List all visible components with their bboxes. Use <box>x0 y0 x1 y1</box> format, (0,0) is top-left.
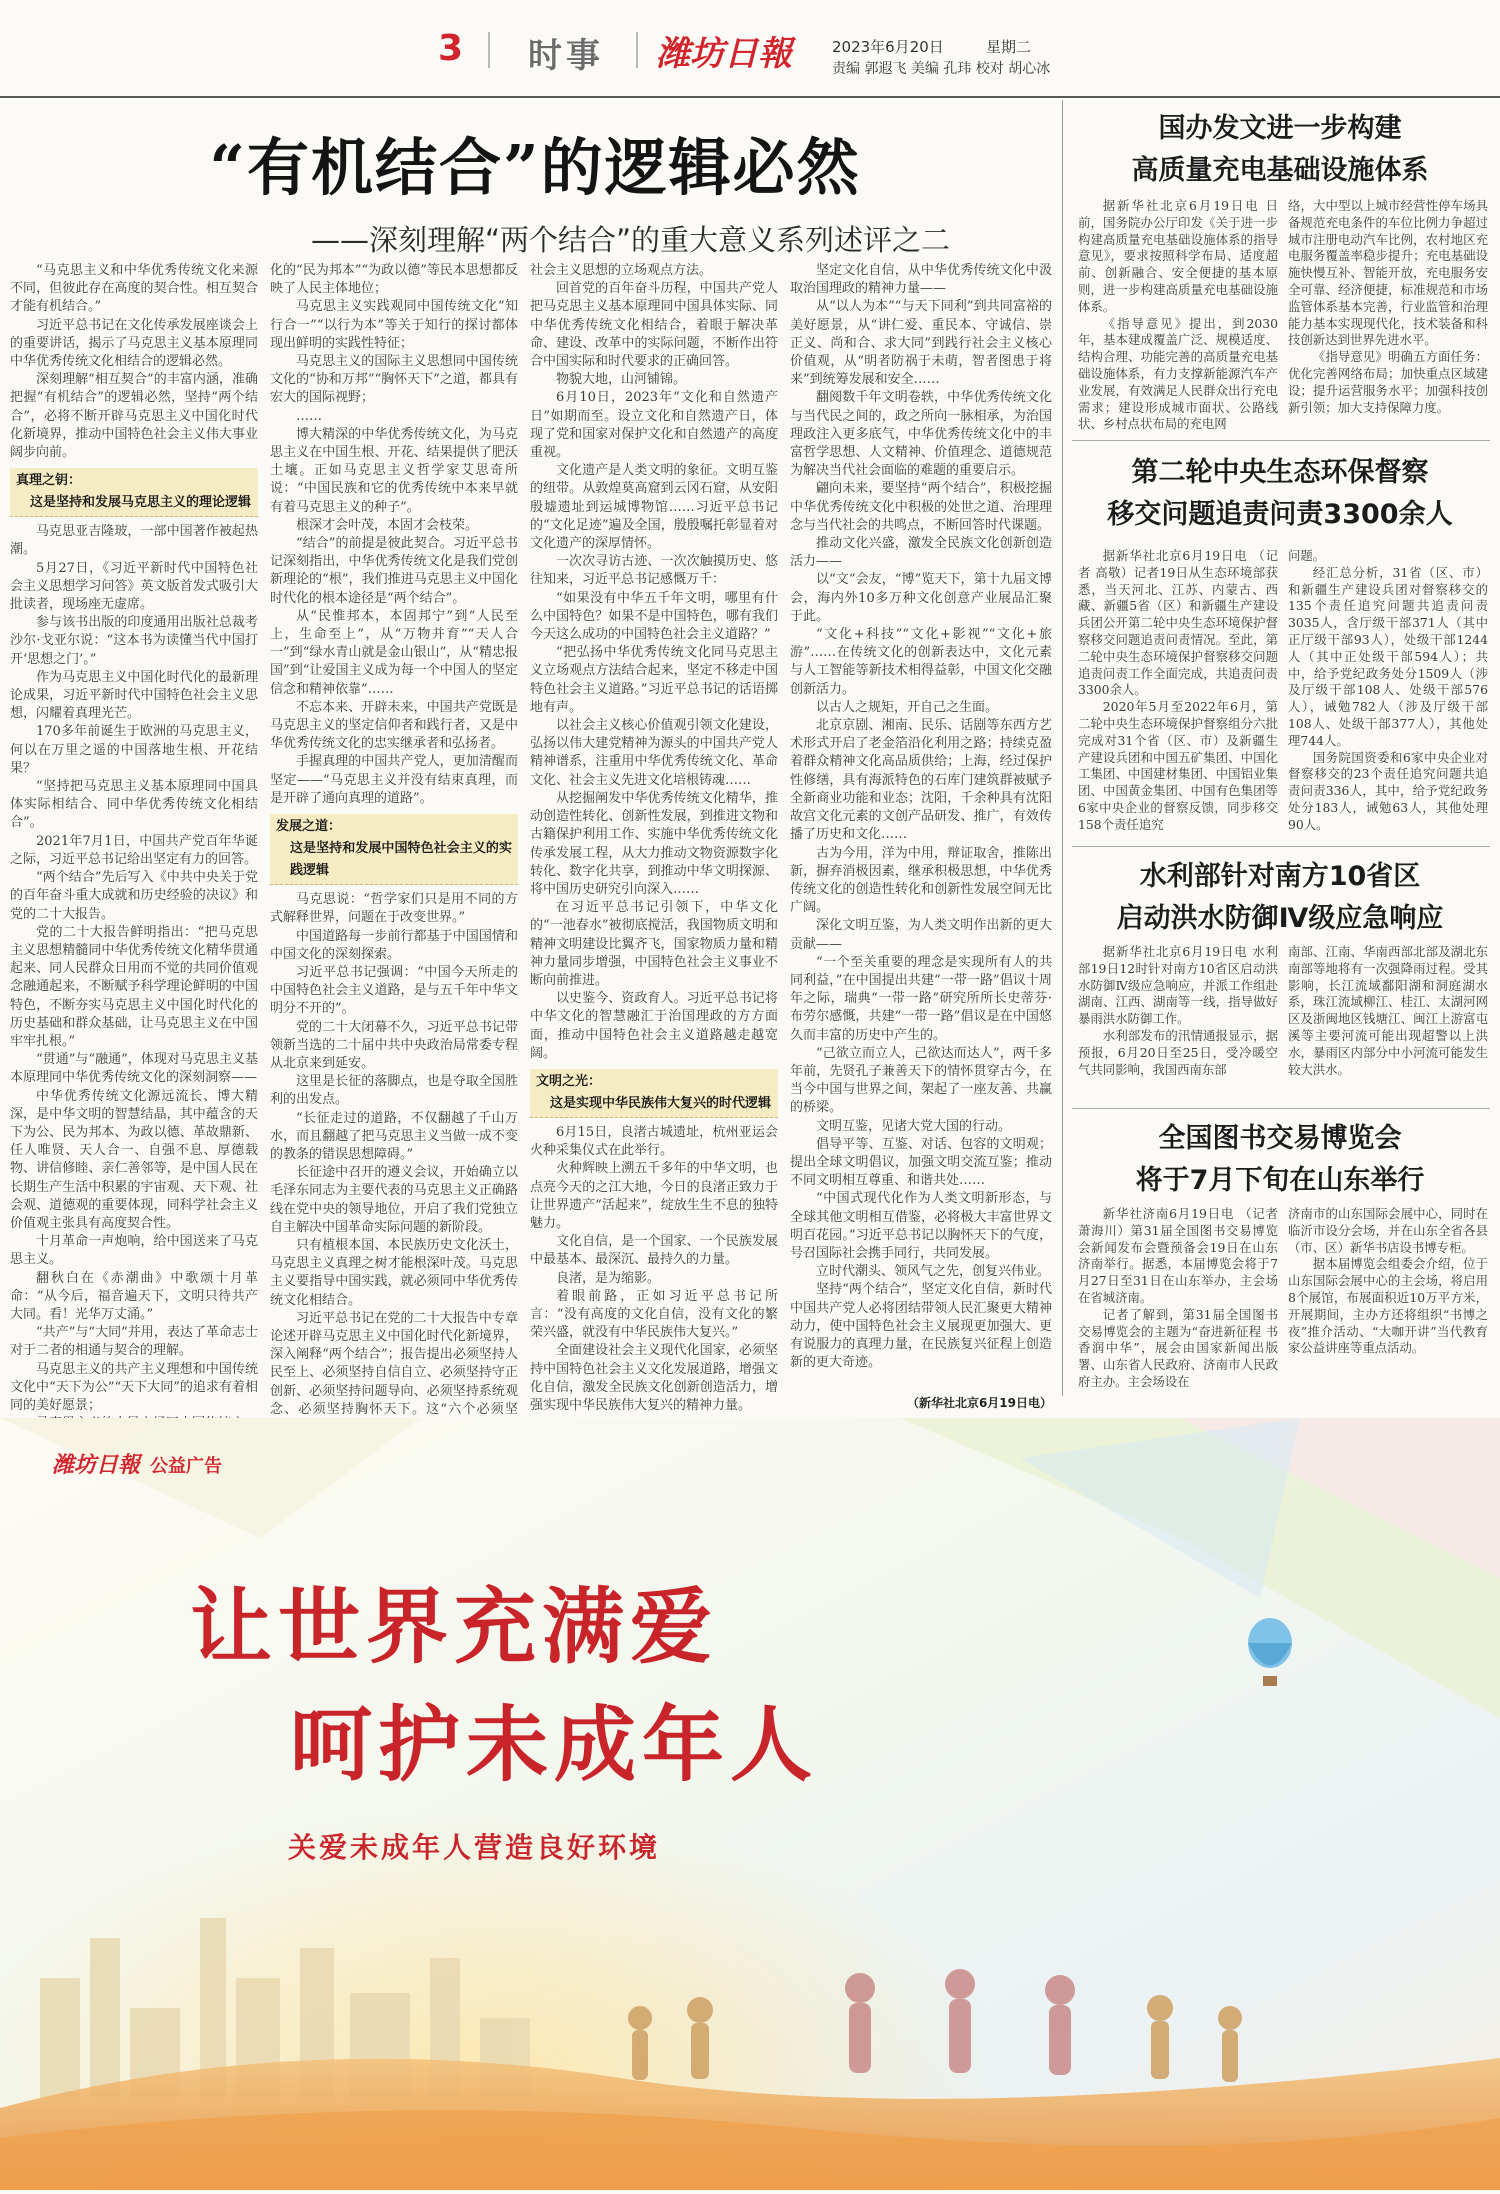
paragraph: 记者了解到，第31届全国图书交易博览会的主题为“奋进新征程 书香润中华”，展会由国家新闻出版署、山东省人民政府、济南市人民政府主办。主会场设在 <box>1078 1306 1278 1389</box>
paragraph: 火种辉映上溯五千多年的中华文明，也点亮今天的之江大地，今日的良渚正致力于让世界遗产“活起来”，绽放生生不息的独特魅力。 <box>530 1161 778 1231</box>
paragraph: 济南市的山东国际会展中心，同时在临沂市设分会场，并在山东全省各县（市、区）新华书店设书博专柜。 <box>1288 1206 1488 1255</box>
title-line: 将于7月下旬在山东举行 <box>1135 1165 1425 1196</box>
paragraph: 马克思主义的国际主义思想同中国传统文化的“协和万邦”“胸怀天下”之道，都具有宏大的国际视野； <box>270 354 518 406</box>
paragraph: 博大精深的中华优秀传统文化，为马克思主义在中国生根、开花、结果提供了肥沃土壤。正如马克思主义哲学家艾思奇所说：“中国民族和它的优秀传统中本来早就有着马克思主义的种子”。 <box>270 426 518 515</box>
paragraph: 170多年前诞生于欧洲的马克思主义，何以在万里之遥的中国落地生根、开花结果？ <box>10 724 258 776</box>
paragraph: “文化+科技”“文化+影视”“文化+旅游”……在传统文化的创新表达中，文化元素与人工智能等新技术相得益彰，中国文化交融创新活力。 <box>790 627 1052 697</box>
paragraph: 马克思主义实践观同中国传统文化“知行合一”“以行为本”等关于知行的探讨都体现出鲜明的实践性特征； <box>270 299 518 351</box>
paragraph: 回首党的百年奋斗历程，中国共产党人把马克思主义基本原理同中国具体实际、同中华优秀传统文化相结合，着眼于解决革命、建设、改革中的实际问题，不断作出符合中国实际和时代要求的正确回答。 <box>530 281 778 370</box>
paragraph: 据本届博览会组委会介绍，位于山东国际会展中心的主会场，将启用8个展馆，布展面积近10万平方米，开展期间，主办方还将组织“书博之夜”推介活动、“大咖开讲”当代教育家公益讲座等重点活动。 <box>1288 1256 1488 1356</box>
paragraph: “一个至关重要的理念是实现所有人的共同利益，”在中国提出共建“一带一路”倡议十周年之际，瑞典“一带一路”研究所所长史蒂芬·布劳尔感慨，共建“一带一路”倡议是在中国悠久而丰富的历史中产生的。 <box>790 954 1052 1043</box>
paragraph: 问题。 <box>1288 548 1326 563</box>
paragraph: 从“以人为本”“与天下同利”到共同富裕的美好愿景，从“讲仁爱、重民本、守诚信、崇正义、尚和合、求大同”到践行社会主义核心价值观，从“明者防祸于未萌，智者图患于将来”到统筹发展和安全…… <box>790 299 1052 388</box>
paragraph: 深刻理解“相互契合”的丰富内涵，准确把握“有机结合”的逻辑必然，坚持“两个结合”，必将不断开辟马克思主义中国化时代化新境界，推动中国特色社会主义伟大事业阔步向前。 <box>10 372 258 461</box>
ad-headline-2: 呵护未成年人 <box>290 1697 819 1793</box>
paragraph: 十月革命一声炮响，给中国送来了马克思主义。 <box>10 1234 258 1268</box>
paragraph: 参与该书出版的印度通用出版社总裁考沙尔·戈亚尔说：“这本书为读懂当代中国打开‘思想之门’。” <box>10 615 258 667</box>
header-divider <box>636 32 638 68</box>
paragraph: 据新华社北京6月19日电 水利部19日12时针对南方10省区启动洪水防御Ⅳ级应急响应，并派工作组赴湖南、江西、湖南等一线，指导做好暴雨洪水防御工作。 <box>1078 944 1278 1027</box>
paragraph: 手握真理的中国共产党人，更加清醒而坚定——“马克思主义并没有结束真理，而是开辟了通向真理的道路”。 <box>270 754 518 806</box>
paragraph: 根深才会叶茂，本固才会枝荣。 <box>296 517 479 533</box>
paragraph: 以“文”会友，“博”览天下，第十九届文博会，海内外10多万种文化创意产业展品汇聚于此。 <box>790 572 1052 624</box>
right-article-1-col-a <box>1078 198 1278 430</box>
paragraph: 以史鉴今、资政育人。习近平总书记将中华文化的智慧融汇于治国理政的方方面面，推动中国特色社会主义道路越走越宽阔。 <box>530 991 778 1061</box>
paragraph: 以社会主义核心价值观引领文化建设，弘扬以伟大建党精神为源头的中国共产党人精神谱系，注重用中华优秀传统文化、革命文化、社会主义先进文化培根铸魂…… <box>530 718 778 788</box>
title-line: 全国图书交易博览会 <box>1158 1123 1402 1154</box>
paragraph: 6月10日，2023年“文化和自然遗产日”如期而至。设立文化和自然遗产日，体现了党和国家对保护文化和自然遗产的高度重视。 <box>530 390 778 461</box>
paragraph: “坚持把马克思主义基本原理同中国具体实际相结合、同中华优秀传统文化相结合”。 <box>10 779 258 831</box>
article-column-1 <box>10 262 258 1413</box>
section-subhead <box>270 814 518 885</box>
paragraph: 2021年7月1日，中国共产党百年华诞之际，习近平总书记给出坚定有力的回答。 <box>10 833 258 867</box>
title-line: 第二轮中央生态环保督察 <box>1131 457 1429 488</box>
paragraph: 6月15日，良渚古城遗址，杭州亚运会火种采集仪式在此举行。 <box>530 1124 778 1159</box>
article-column-4 <box>790 262 1052 1392</box>
right-article-2-col-b <box>1288 548 1488 836</box>
paragraph: 马克思主义的共产主义理想和中国传统文化中“天下为公”“天下大同”的追求有着相同的美好愿景； <box>10 1361 258 1413</box>
right-article-4-title <box>1070 1118 1490 1202</box>
paragraph: “如果没有中华五千年文明，哪里有什么中国特色？如果不是中国特色，哪有我们今天这么成功的中国特色社会主义道路？” <box>530 590 778 643</box>
title-line: 移交问题追责问责3300余人 <box>1107 499 1453 530</box>
ellipsis: …… <box>296 408 322 424</box>
paragraph: 国务院国资委和6家中央企业对督察移交的23个责任追究问题共追责问责336人，其中，给予党纪政务处分183人，诫勉63人，其他处理90人。 <box>1288 749 1488 832</box>
ad-slogan: 关爱未成年人营造良好环境 <box>288 1831 661 1864</box>
paragraph: “结合”的前提是彼此契合。习近平总书记深刻指出，中华优秀传统文化是我们党创新理论的“根”，我们推进马克思主义中国化时代化的根本途径是“两个结合”。 <box>270 536 518 606</box>
paragraph: “中国式现代化作为人类文明新形态，与全球其他文明相互借鉴，必将极大丰富世界文明百花园。”习近平总书记以胸怀天下的气度，号召国际社会携手同行，共同发展。 <box>790 1191 1052 1261</box>
paragraph: 不忘本来、开辟未来，中国共产党既是马克思主义的坚定信仰者和践行者，又是中华优秀传统文化的忠实继承者和弘扬者。 <box>270 699 518 752</box>
right-article-2-title <box>1070 452 1490 536</box>
editor-credits: 责编 郭遐飞 美编 孔玮 校对 胡心冰 <box>832 61 1051 77</box>
paragraph: “共产”与“大同”并用，表达了革命志士对于二者的相通与契合的理解。 <box>10 1325 258 1359</box>
paragraph: 据新华社北京6月19日电 日前，国务院办公厅印发《关于进一步构建高质量充电基础设施体系的指导意见》，要求按照科学布局、适度超前、创新融合、安全便捷的基本原则，进一步构建高质量充电基础设施体系。 <box>1078 198 1278 314</box>
paragraph: 物貌大地，山河铺锦。 <box>556 372 687 388</box>
subhead-text: 这是坚持和发展中国特色社会主义的实践逻辑 <box>290 841 512 879</box>
paragraph: 只有植根本国、本民族历史文化沃土，马克思主义真理之树才能根深叶茂。马克思主义要指导中国实践，就必须同中华优秀传统文化相结合。 <box>270 1237 518 1308</box>
paragraph: 良渚，是为缩影。 <box>556 1270 661 1286</box>
paragraph: 推动文化兴盛，激发全民族文化创新创造活力—— <box>790 536 1052 570</box>
page-number: 3 <box>438 28 464 69</box>
paragraph: 《指导意见》明确五方面任务：优化完善网络布局；加快重点区域建设；提升运营服务水平；加强科技创新引领；加大支持保障力度。 <box>1288 349 1488 415</box>
section-subhead <box>530 1069 778 1118</box>
section-subhead <box>10 468 258 517</box>
article-divider <box>1072 846 1490 847</box>
paragraph: 北京京剧、湘南、民乐、话剧等东西方艺术形式开启了老金箔沿化利用之路；持续克盈着群众精神文化高品质供给；上海，经过保护性修缮，具有海派特色的石库门建筑群被赋予全新商业功能和业态；沈阳，千余种具有沈阳故宫文化元素的文创产品研发、推广，有效传播了历史和文化…… <box>790 718 1052 843</box>
right-article-1-title <box>1070 108 1490 192</box>
right-article-1-col-b <box>1288 198 1488 430</box>
paragraph: “贯通”与“融通”，体现对马克思主义基本原理同中华优秀传统文化的深刻洞察—— <box>10 1052 258 1086</box>
paragraph: 长征途中召开的遵义会议，开始确立以毛泽东同志为主要代表的马克思主义正确路线在党中央的领导地位，开启了我们党独立自主解决中国革命实际问题的新阶段。 <box>270 1165 518 1235</box>
article-divider <box>1072 1108 1490 1109</box>
title-line: 高质量充电基础设施体系 <box>1131 155 1429 186</box>
paragraph: 全面建设社会主义现代化国家，必须坚持中国特色社会主义文化发展道路，增强文化自信，激发全民族文化创新创造活力，增强实现中华民族伟大复兴的精神力量。 <box>530 1343 778 1413</box>
right-article-4-col-a <box>1078 1206 1278 1402</box>
paragraph: 古为今用，洋为中用，辩证取舍，推陈出新，摒弃消极因素，继承积极思想，中华优秀传统文化的创造性转化和创新性发展空间无比广阔。 <box>790 845 1052 916</box>
paragraph: 据新华社北京6月19日电 （记者 高敬）记者19日从生态环境部获悉，当天河北、江苏、内蒙古、西藏、新疆5省（区）和新疆生产建设兵团公开第二轮中央生态环境保护督察移交问题追责问责情况。至此，第二轮中央生态环境保护督察移交问题追责问责工作全面完成，共追责问责3300余人。 <box>1078 548 1278 698</box>
paragraph: 在习近平总书记引领下，中华文化的“一池春水”被彻底搅活，我国物质文明和精神文明建设比翼齐飞，国家物质力量和精神力量同步增强，中国特色社会主义事业不断向前推进。 <box>530 900 778 988</box>
paragraph: 南部、江南、华南西部北部及湖北东南部等地将有一次强降雨过程。受其影响，长江流域鄱阳湖和洞庭湖水系，珠江流域柳江、桂江、太湖河网区及浙闽地区钱塘江、闽江上游富屯溪等主要河流可能出现超警以上洪水，暴雨区内部分中小河流可能发生较大洪水。 <box>1288 944 1488 1077</box>
issue-date: 2023年6月20日 <box>832 38 944 56</box>
title-line: 水利部针对南方10省区 <box>1139 861 1421 892</box>
subhead-text: 这是坚持和发展马克思主义的理论逻辑 <box>30 495 252 511</box>
paragraph: 习近平总书记在党的二十大报告中专章论述开辟马克思主义中国化时代化新境界，深入阐释“两个结合”；报告提出必须坚持人民至上、必须坚持自信自立、必须坚持守正创新、必须坚持问题导向、必须坚持系统观念、必须坚持胸怀天下。这“六个必须坚 <box>270 1310 518 1417</box>
subhead-text: 这是实现中华民族伟大复兴的时代逻辑 <box>550 1095 772 1111</box>
paragraph: 倡导平等、互鉴、对话、包容的文明观；提出全球文明倡议，加强文明交流互鉴；推动不同文明相互尊重、和谐共处…… <box>790 1136 1052 1189</box>
right-article-3-title <box>1070 856 1490 940</box>
article-divider <box>1072 440 1490 441</box>
paragraph: “两个结合”先后写入《中共中央关于党的百年奋斗重大成就和历史经验的决议》和党的二十大报告。 <box>10 870 258 922</box>
paragraph: 以古人之规矩，开自己之生面。 <box>816 699 999 715</box>
paragraph: 文化遗产是人类文明的象征。文明互鉴的纽带。从敦煌莫高窟到云冈石窟，从安阳殷墟遗址到运城博物馆……习近平总书记的“文化足迹”遍及全国，殷殷嘱托彰显着对文化遗产的深厚情怀。 <box>530 463 778 552</box>
paragraph: 中华优秀传统文化源远流长、博大精深，是中华文明的智慧结晶，其中蕴含的天下为公、民为邦本、为政以德、革故鼎新、任人唯贤、天人合一、自强不息、厚德载物、讲信修睦、亲仁善邻等，是中国人民在长期生产生活中积累的宇宙观、天下观、社会观、道德观的重要体现，同科学社会主义价值观主张具有高度契合性。 <box>10 1088 258 1231</box>
paragraph: 络，大中型以上城市经营性停车场具备规范充电条件的车位比例力争超过城市注册电动汽车比例，农村地区充电服务覆盖率稳步提升；充电基础设施快慢互补、智能开放，充电服务安全可靠、经济便捷，标准规范和市场监管体系基本完善，行业监管和治理能力基本实现现代化，技术装备和科技创新达到世界先进水平。 <box>1288 198 1488 348</box>
paragraph: 从“民惟邦本，本固邦宁”到“人民至上，生命至上”，从“万物并育”“天人合一”到“绿水青山就是金山银山”，从“精忠报国”到“让爱国主义成为每一个中国人的坚定信念和精神依靠”…… <box>270 608 518 697</box>
paragraph: 2020年5月至2022年6月，第二轮中央生态环境保护督察组分六批完成对31个省（区、市）及新疆生产建设兵团和中国五矿集团、中国化工集团、中国建材集团、中国铝业集团、中国黄金集团、中国有色集团等6家中央企业的督察反馈，同步移交158个责任追究 <box>1078 699 1278 832</box>
paragraph: 深化文明互鉴，为人类文明作出新的更大贡献—— <box>790 918 1052 952</box>
paragraph: 从挖掘阐发中华优秀传统文化精华，推动创造性转化、创新性发展，到推进文物和古籍保护利用工作、实施中华优秀传统文化传承发展工程，从大力推动文物资源数字化转化、数字化共享，到推动中华文明探源、将中国历史研究引向深入…… <box>530 790 778 897</box>
paragraph: 化的“民为邦本”“为政以德”等民本思想都反映了人民主体地位； <box>270 263 518 297</box>
subhead-lead: 发展之道： <box>276 819 342 835</box>
paragraph: 《指导意见》提出，到2030年，基本建成覆盖广泛、规模适度、结构合理、功能完善的高质量充电基础设施体系，有力支撑新能源汽车产业发展，有效满足人民群众出行充电需求；建设形成城市面状、公路线状、乡村点状布局的充电网 <box>1078 315 1278 432</box>
paragraph: 这里是长征的落脚点，也是夺取全国胜利的出发点。 <box>270 1074 518 1108</box>
paragraph: 社会主义思想的立场观点方法。 <box>530 263 713 278</box>
article-column-3 <box>530 262 778 1413</box>
paragraph: 党的二十大报告鲜明指出：“把马克思主义思想精髓同中华优秀传统文化精华贯通起来、同人民群众日用而不觉的共同价值观念融通起来，不断赋予科学理论鲜明的中国特色，不断夯实马克思主义中国化时代化的历史基础和群众基础，让马克思主义在中国牢牢扎根。” <box>10 924 258 1049</box>
paragraph: 坚定文化自信，从中华优秀传统文化中汲取治国理政的精神力量—— <box>790 263 1052 297</box>
paragraph: 作为马克思主义中国化时代化的最新理论成果，习近平新时代中国特色社会主义思想，闪耀着真理光芒。 <box>10 669 258 722</box>
right-article-2-col-a <box>1078 548 1278 836</box>
paragraph: 习近平总书记在文化传承发展座谈会上的重要讲话，揭示了马克思主义基本原理同中华优秀传统文化相结合的逻辑必然。 <box>10 317 258 370</box>
paragraph: 着眼前路，正如习近平总书记所言：“没有高度的文化自信，没有文化的繁荣兴盛，就没有中华民族伟大复兴。” <box>530 1288 778 1341</box>
paragraph: 立时代潮头、领风气之先，创复兴伟业。 <box>816 1264 1051 1280</box>
ad-masthead-logo: 潍坊日報 <box>52 1452 141 1478</box>
paragraph: 翻秋白在《赤潮曲》中歌颂十月革命：“从今后，福音遍天下，文明只待共产大同。看！光华万丈涌。” <box>10 1270 258 1322</box>
article-credit: （新华社北京6月19日电） <box>906 1396 1052 1410</box>
section-name: 时事 <box>528 36 604 76</box>
paragraph: 翻阅数千年文明卷轶，中华优秀传统文化与当代民之间的，政之所向一脉相承，为治国理政注入更多底气，中华优秀传统文化中的丰富哲学思想、人文精神、价值理念、道德规范为解决当代社会面临的难题的重要启示。 <box>790 390 1052 479</box>
title-line: 国办发文进一步构建 <box>1158 113 1402 144</box>
paragraph: “己欲立而立人，己欲达而达人”，两千多年前，先贤孔子兼善天下的情怀贯穿古今，在当今中国与世界之间，架起了一座友善、共赢的桥梁。 <box>790 1045 1052 1116</box>
right-article-4-col-b <box>1288 1206 1488 1402</box>
subhead-lead: 文明之光： <box>536 1073 602 1089</box>
subhead-lead: 真理之钥： <box>16 473 82 489</box>
paragraph: 马克思亚吉隆玻，一部中国著作被起热潮。 <box>10 524 258 558</box>
paragraph: 马克思说：“哲学家们只是用不同的方式解释世界，问题在于改变世界。” <box>270 892 518 926</box>
column-divider <box>1062 100 1063 1396</box>
ad-headline-1: 让世界充满爱 <box>190 1579 719 1675</box>
paragraph: 经汇总分析，31省（区、市）和新疆生产建设兵团对督察移交的135个责任追究问题共追责问责3035人，含厅级干部371人（其中正厅级干部93人），处级干部1244人（其中正处级干部594人）；共中，给予党纪政务处分1509人（涉及厅级干部108人、处级干部576人），诫勉782人（涉及厅级干部108人、处级干部377人），其他处理744人。 <box>1288 564 1488 748</box>
title-line: 启动洪水防御Ⅳ级应急响应 <box>1116 903 1444 934</box>
paragraph: 翩向未来，要坚持“两个结合”，积极挖掘中华优秀传统文化中积极的处世之道、治理理念与当代社会的共鸣点，不断回答时代课题。 <box>790 481 1052 533</box>
masthead-logo: 潍坊日報 <box>656 34 792 74</box>
paragraph: 习近平总书记强调：“中国今天所走的中国特色社会主义道路，是与五千年中华文明分不开的”。 <box>270 964 518 1017</box>
header-divider <box>488 32 490 68</box>
right-article-3-col-a <box>1078 944 1278 1098</box>
main-article-subtitle: ——深刻理解“两个结合”的重大意义系列述评之二 <box>310 223 950 257</box>
main-article-title: “有机结合”的逻辑必然 <box>209 131 861 204</box>
paragraph: 水利部发布的汛情通报显示，据预报，6月20日至25日，受冷暖空气共同影响，我国西南东部 <box>1078 1027 1278 1077</box>
header-rule <box>0 96 1500 98</box>
paragraph: 5月27日，《习近平新时代中国特色社会主义思想学习问答》英文版首发式吸引大批读者，现场座无虚席。 <box>10 560 258 613</box>
paragraph: “把弘扬中华优秀传统文化同马克思主义立场观点方法结合起来，坚定不移走中国特色社会主义道路。”习近平总书记的话语掷地有声。 <box>530 645 778 715</box>
paragraph: “马克思主义和中华优秀传统文化来源不同，但彼此存在高度的契合性。相互契合才能有机结合。” <box>10 263 258 315</box>
ad-tag: 公益广告 <box>150 1456 222 1477</box>
paragraph: 党的二十大闭幕不久，习近平总书记带领新当选的二十届中共中央政治局常委专程从北京来到延安。 <box>270 1019 518 1071</box>
paragraph: 一次次寻访古迹、一次次触摸历史、悠往知来，习近平总书记感慨万千： <box>530 554 778 588</box>
paragraph: 中国道路每一步前行都基于中国国情和中国文化的深刻探索。 <box>270 928 518 962</box>
paragraph: 文化自信，是一个国家、一个民族发展中最基本、最深沉、最持久的力量。 <box>530 1234 778 1268</box>
paragraph: 文明互鉴，见诸大党大国的行动。 <box>816 1118 1012 1134</box>
article-column-2 <box>270 262 518 1417</box>
issue-weekday: 星期二 <box>986 38 1032 56</box>
right-article-3-col-b <box>1288 944 1488 1098</box>
paragraph: 坚持“两个结合”，坚定文化自信，新时代中国共产党人必将团结带领人民汇聚更大精神动力，使中国特色社会主义展现更加强大、更有说服力的真理力量，在民族复兴征程上创造新的更大奇迹。 <box>790 1282 1052 1371</box>
paragraph: 新华社济南6月19日电 （记者 萧海川）第31届全国图书交易博览会新闻发布会暨预备会19日在山东济南举行。据悉，本届博览会将于7月27日至31日在山东举办，主会场在省城济南。 <box>1078 1206 1278 1305</box>
ad-background <box>0 1418 1500 2190</box>
paragraph: “长征走过的道路，不仅翻越了千山万水，而且翻越了把马克思主义当做一成不变的教条的错误思想障碍。” <box>270 1110 518 1162</box>
public-service-ad <box>0 1418 1500 2190</box>
